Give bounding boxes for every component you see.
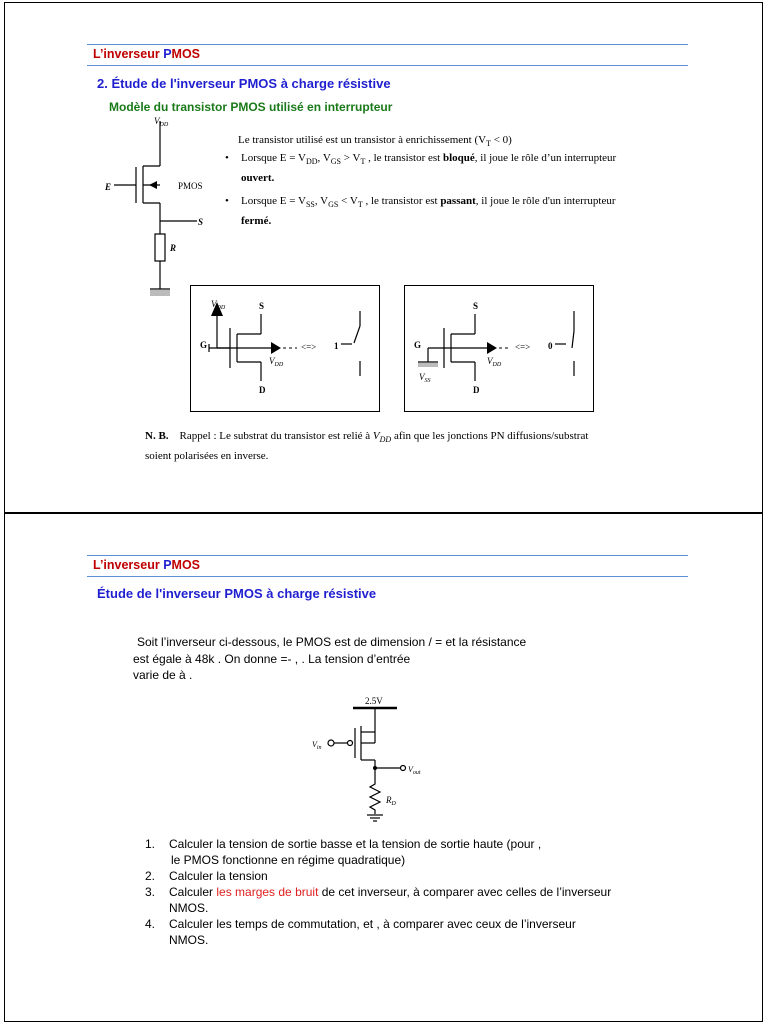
inverter-circuit-diagram	[301, 692, 441, 822]
pmos-label: PMOS	[178, 181, 203, 191]
e-label: E	[105, 182, 112, 192]
g-label: G	[414, 340, 422, 350]
bullet-passant: • Lorsque $E = V_{SS}$, $V_{GS} < V_T$ , le transistor est passant, il joue le rôle d'un interrupteur fermé.	[225, 195, 616, 228]
equiv-symbol: <=>	[301, 342, 317, 352]
s-label: S	[473, 301, 479, 311]
title-part: MOS	[171, 558, 201, 572]
slide-2	[4, 513, 763, 1022]
vdd-label: $V_{DD}$	[269, 356, 284, 368]
logic-value: 1	[334, 341, 339, 351]
switch-closed-box	[404, 285, 594, 412]
title-rule-bottom	[87, 576, 688, 577]
s-label: S	[198, 217, 204, 227]
subsection-heading: Modèle du transistor PMOS utilisé en interrupteur	[109, 100, 393, 114]
question-list	[145, 836, 685, 948]
r-label: R	[170, 243, 177, 253]
title-rule-bottom	[87, 65, 688, 66]
g-label: G	[200, 340, 208, 350]
vdd-label: $V_{DD}$	[211, 299, 226, 311]
vin-label: $V_{in}$	[312, 740, 322, 751]
equiv-symbol: <=>	[515, 342, 531, 352]
slide-1	[4, 2, 763, 513]
list-item: 4. Calculer les temps de commutation, et , à comparer avec ceux de l’inverseur NMOS.	[145, 917, 576, 947]
list-item: 3. Calculer les marges de bruit de cet inverseur, à comparer avec celles de l’inverseur NMOS.	[145, 885, 612, 915]
switch-closed-diagram	[405, 286, 593, 411]
highlighted-text: les marges de bruit	[216, 885, 319, 899]
switch-open-box	[190, 285, 380, 412]
vout-label: $V_{out}$	[408, 765, 421, 776]
problem-statement-line1: Soit l’inverseur ci-dessous, le PMOS est de dimension / = et la résistance	[137, 635, 527, 649]
list-item: 2. Calculer la tension	[145, 869, 268, 883]
problem-statement-line2: est égale à 48k . On donne =- , . La tension d’entrée	[133, 652, 411, 666]
vdd-label: $V_{DD}$	[154, 116, 169, 128]
title-part: P	[163, 47, 172, 61]
section-heading: 2. Étude de l'inverseur PMOS à charge résistive	[97, 76, 391, 91]
title-rule-top	[87, 44, 688, 45]
title-part: P	[163, 558, 172, 572]
problem-statement-line3: varie de à .	[133, 668, 193, 682]
slide-title	[93, 47, 200, 61]
d-label: D	[473, 385, 480, 395]
s-label: S	[259, 301, 265, 311]
nb-note: N. B. Rappel : Le substrat du transistor est relié à $V_{DD}$ afin que les jonctions PN diffusions/substrat soient polarisées en inverse.	[145, 430, 589, 463]
title-rule-top	[87, 555, 688, 556]
list-item: 1. Calculer la tension de sortie basse et la tension de sortie haute (pour , le PMOS fonctionne en régime quadratique)	[145, 837, 542, 867]
title-part: L’inverseur	[93, 47, 164, 61]
vss-label: $V_{SS}$	[419, 372, 431, 384]
title-part: L’inverseur	[93, 558, 164, 572]
bullet-bloque: • Lorsque $E = V_{DD}$, $V_{GS} > V_T$ , le transistor est bloqué, il joue le rôle d’un interrupteur ouvert.	[225, 152, 617, 185]
slide-title	[93, 558, 200, 572]
title-part: MOS	[171, 47, 201, 61]
switch-open-diagram	[191, 286, 379, 411]
d-label: D	[259, 385, 266, 395]
supply-label: 2.5V	[365, 696, 383, 706]
rd-label: $R_D$	[386, 795, 396, 807]
logic-value: 0	[548, 341, 553, 351]
vdd-label: $V_{DD}$	[487, 356, 502, 368]
transistor-intro: Le transistor utilisé est un transistor à enrichissement $(V_T < 0)$	[238, 134, 512, 149]
pmos-circuit-diagram	[100, 111, 210, 301]
section-heading: Étude de l'inverseur PMOS à charge résistive	[97, 586, 377, 601]
